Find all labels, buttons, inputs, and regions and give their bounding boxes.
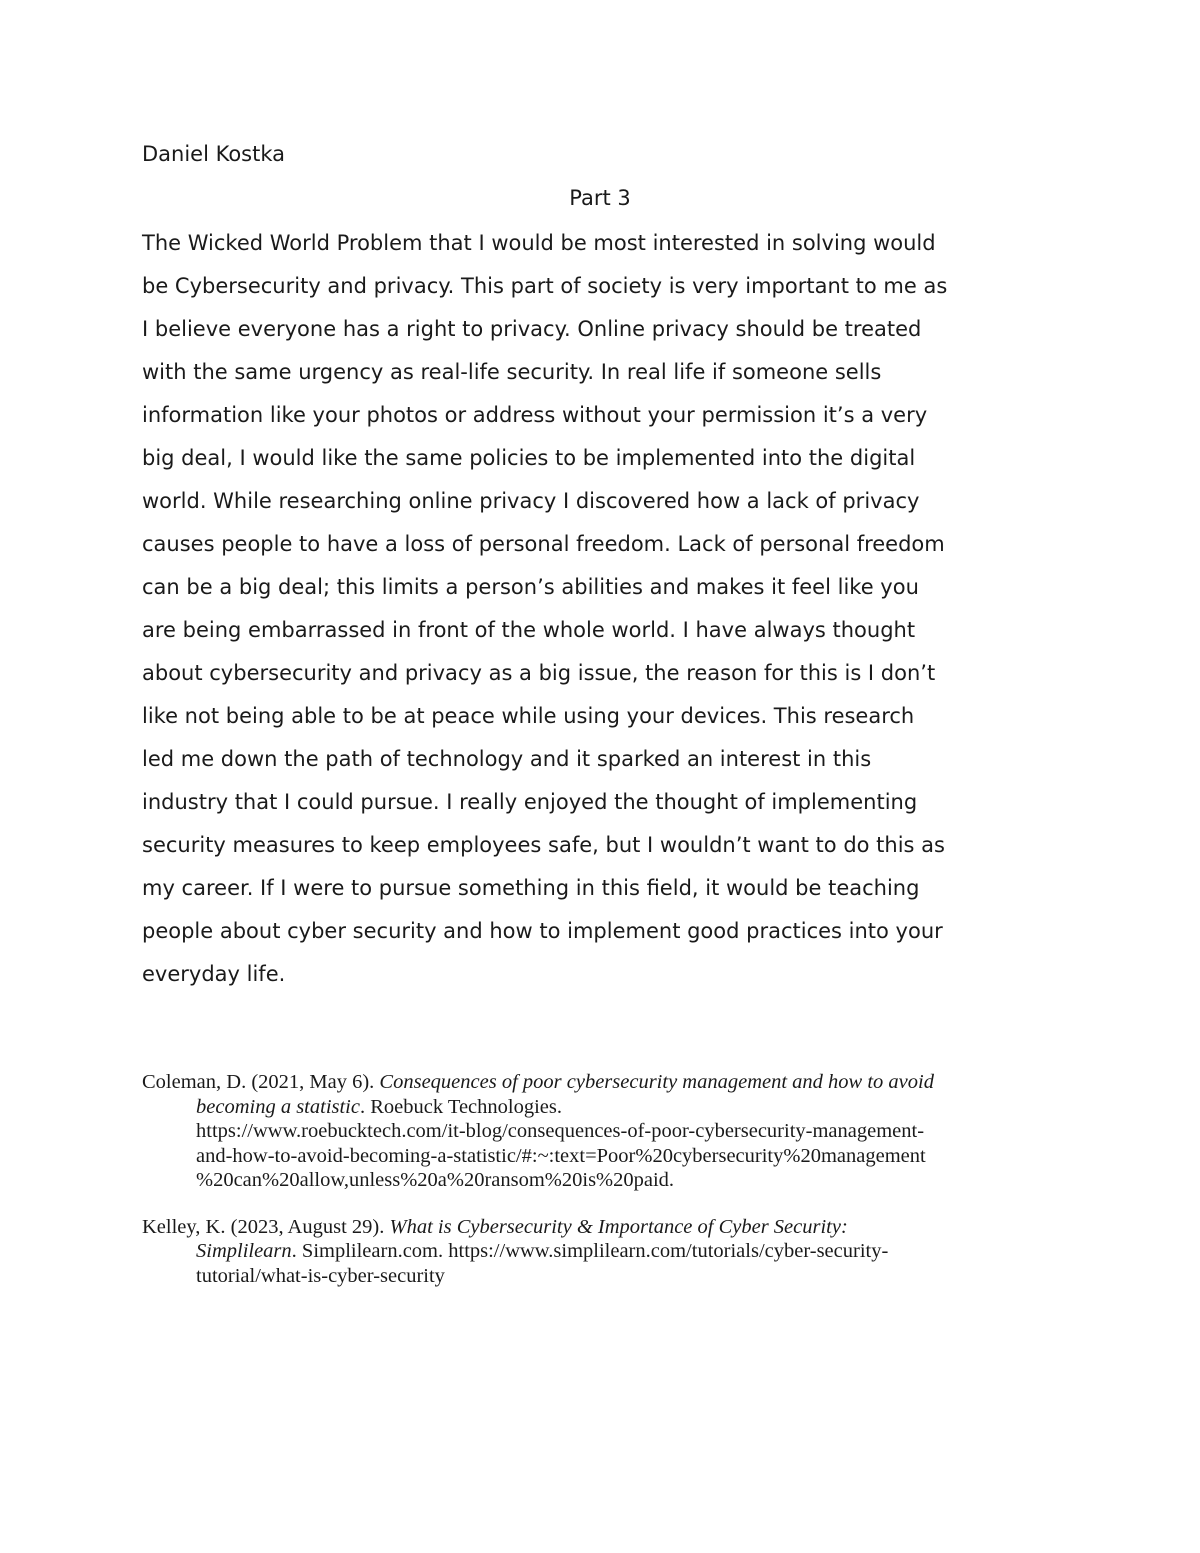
essay-line: industry that I could pursue. I really enjoyed the thought of implementing: [142, 790, 918, 814]
reference-entry-kelley: [142, 1215, 1082, 1289]
essay-line: people about cyber security and how to implement good practices into your: [142, 919, 943, 943]
essay-line: The Wicked World Problem that I would be most interested in solving would: [142, 231, 936, 255]
essay-line: like not being able to be at peace while using your devices. This research: [142, 704, 915, 728]
essay-line: can be a big deal; this limits a person’s abilities and makes it feel like you: [142, 575, 919, 599]
reference-line: [142, 1095, 1082, 1120]
reference-publisher: . Simplilearn.com. https://www.simplilearn.com/tutorials/cyber-security-: [291, 1240, 889, 1262]
reference-title: becoming a statistic: [196, 1095, 360, 1118]
essay-line: my career. If I were to pursue something in this field, it would be teaching: [142, 876, 920, 900]
essay-line: I believe everyone has a right to privacy. Online privacy should be treated: [142, 317, 922, 341]
reference-line: [142, 1215, 1082, 1240]
reference-url-line[interactable]: %20can%20allow,unless%20a%20ransom%20is%20paid.: [196, 1169, 675, 1191]
essay-line: big deal, I would like the same policies to be implemented into the digital: [142, 446, 916, 470]
essay-line: everyday life.: [142, 962, 286, 986]
reference-title: What is Cybersecurity & Importance of Cyber Security:: [389, 1215, 848, 1238]
essay-line: are being embarrassed in front of the whole world. I have always thought: [142, 618, 916, 642]
reference-entry-coleman: [142, 1070, 1082, 1193]
reference-url-line[interactable]: and-how-to-avoid-becoming-a-statistic/#:~:text=Poor%20cybersecurity%20management: [196, 1144, 926, 1167]
essay-line: about cybersecurity and privacy as a big issue, the reason for this is I don’t: [142, 661, 936, 685]
reference-url-line[interactable]: tutorial/what-is-cyber-security: [196, 1264, 445, 1287]
author-name: Daniel Kostka: [142, 142, 286, 166]
reference-title: Consequences of poor cybersecurity management and how to avoid: [379, 1071, 934, 1093]
essay-line: led me down the path of technology and it sparked an interest in this: [142, 747, 872, 771]
essay-paragraph: [142, 228, 1082, 1002]
essay-line: with the same urgency as real-life security. In real life if someone sells: [142, 360, 882, 384]
reference-url-line[interactable]: https://www.roebucktech.com/it-blog/consequences-of-poor-cybersecurity-management-: [196, 1120, 925, 1142]
reference-line: [142, 1070, 1082, 1095]
part-title: Part 3: [569, 186, 631, 210]
essay-line: security measures to keep employees safe, but I wouldn’t want to do this as: [142, 833, 945, 857]
reference-author-date: Kelley, K. (2023, August 29).: [142, 1215, 390, 1238]
reference-title: Simplilearn: [196, 1240, 292, 1262]
reference-line: [142, 1239, 1082, 1264]
reference-publisher: . Roebuck Technologies.: [359, 1095, 562, 1118]
essay-line: be Cybersecurity and privacy. This part of society is very important to me as: [142, 274, 948, 298]
essay-line: causes people to have a loss of personal freedom. Lack of personal freedom: [142, 532, 945, 556]
reference-author-date: Coleman, D. (2021, May 6).: [142, 1071, 380, 1093]
references-list: [142, 1070, 1082, 1310]
essay-line: information like your photos or address without your permission it’s a very: [142, 403, 928, 427]
essay-line: world. While researching online privacy I discovered how a lack of privacy: [142, 489, 920, 513]
